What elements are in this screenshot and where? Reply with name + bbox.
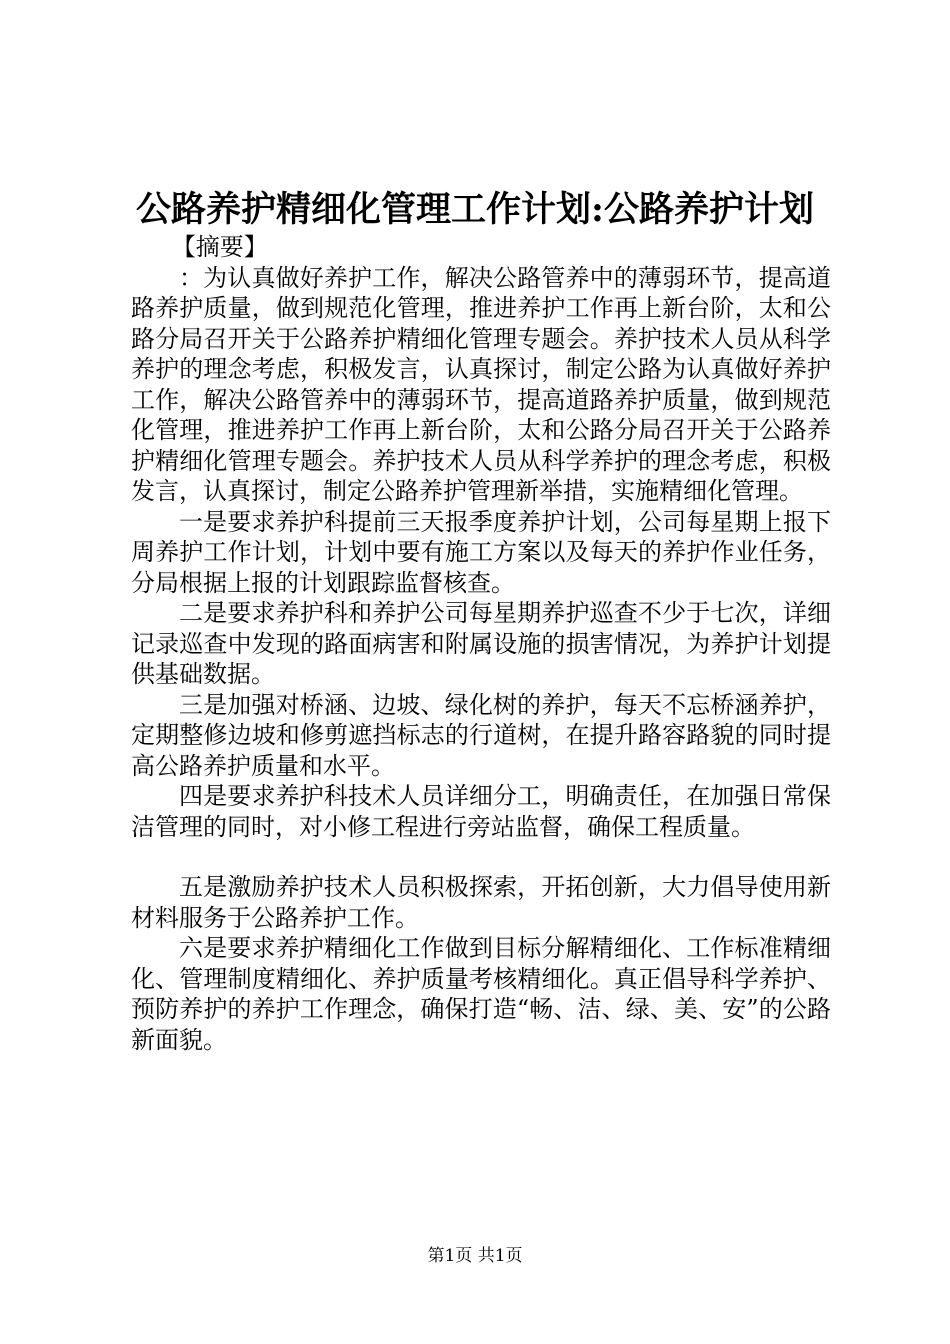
paragraph-intro: ：为认真做好养护工作，解决公路管养中的薄弱环节，提高道路养护质量，做到规范化管理，推进养护工作再上新台阶，太和公路分局召开关于公路养护精细化管理专题会。养护技术人员从科学养护的理念考虑，积极发言，认真探讨，制定公路为认真做好养护工作，解决公路管养中的薄弱环节，提高道路养护质量，做到规范化管理，推进养护工作再上新台阶，太和公路分局召开关于公路养护精细化管理专题会。养护技术人员从科学养护的理念考虑，积极发言，认真探讨，制定公路养护管理新举措，实施精细化管理。 xyxy=(131,263,831,505)
document-title: 公路养护精细化管理工作计划:公路养护计划 xyxy=(136,189,814,230)
paragraph-item-1: 一是要求养护科提前三天报季度养护计划，公司每星期上报下周养护工作计划，计划中要有施工方案以及每天的养护作业任务，分局根据上报的计划跟踪监督核查。 xyxy=(131,507,831,597)
paragraph-item-5: 五是激励养护技术人员积极探索，开拓创新，大力倡导使用新材料服务于公路养护工作。 xyxy=(131,873,831,932)
page-footer: 第1页 共1页 xyxy=(427,1246,523,1266)
paragraph-item-2: 二是要求养护科和养护公司每星期养护巡查不少于七次，详细记录巡查中发现的路面病害和附属设施的损害情况，为养护计划提供基础数据。 xyxy=(131,599,831,688)
document-body xyxy=(131,232,831,1055)
abstract-heading: 【摘要】 xyxy=(171,233,268,261)
paragraph-item-6: 六是要求养护精细化工作做到目标分解精细化、工作标准精细化、管理制度精细化、养护质量考核精细化。真正倡导科学养护、预防养护的养护工作理念，确保打造“畅、洁、绿、美、安”的公路新面貌。 xyxy=(131,934,831,1054)
paragraph-item-4: 四是要求养护科技术人员详细分工，明确责任，在加强日常保洁管理的同时，对小修工程进行旁站监督，确保工程质量。 xyxy=(131,782,831,841)
paragraph-item-3: 三是加强对桥涵、边坡、绿化树的养护，每天不忘桥涵养护，定期整修边坡和修剪遮挡标志的行道树，在提升路容路貌的同时提高公路养护质量和水平。 xyxy=(131,690,831,780)
